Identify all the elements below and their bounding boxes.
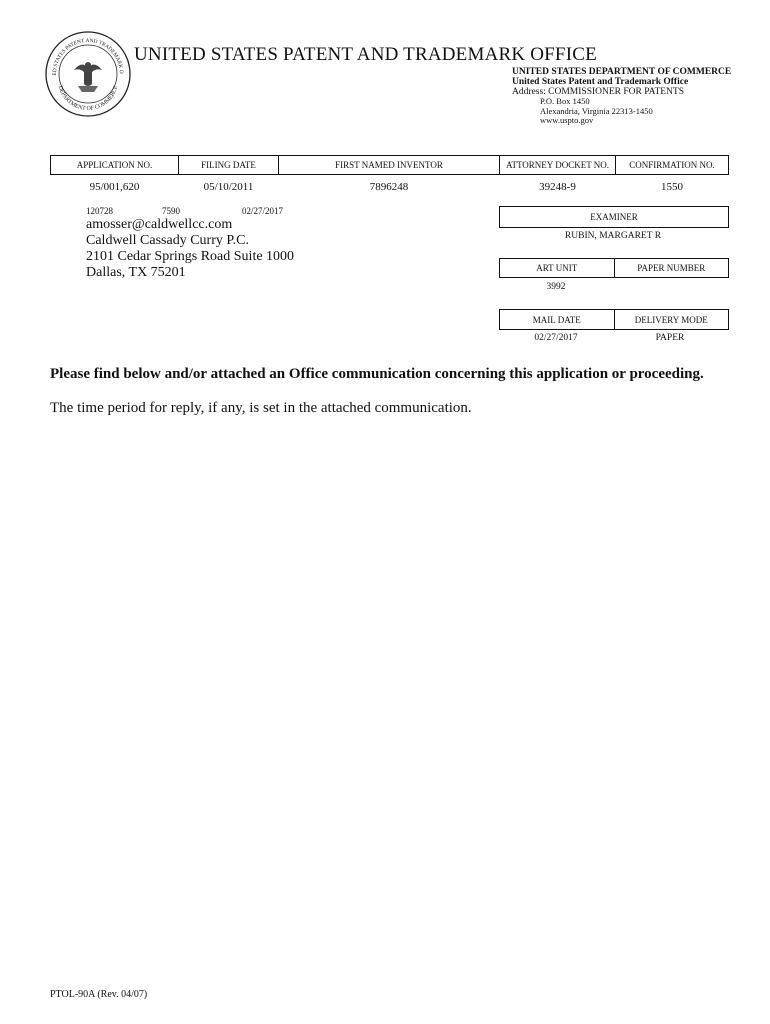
seal-icon: [44, 30, 132, 118]
email: amosser@caldwellcc.com: [86, 217, 233, 232]
application-no: 95/001,620: [89, 181, 140, 193]
delivery-mode: PAPER: [655, 333, 685, 343]
correspondence-date: 02/27/2017: [242, 206, 284, 216]
delivery-mode-label: DELIVERY MODE: [614, 310, 729, 329]
first-named-inventor: 7896248: [369, 181, 409, 193]
website: www.uspto.gov: [540, 115, 594, 125]
mail-box: [499, 309, 729, 330]
confirmation-no: 1550: [661, 181, 683, 193]
street-address: 2101 Cedar Springs Road Suite 1000: [86, 249, 295, 264]
office-title: [134, 44, 597, 66]
city-state-zip: Dallas, TX 75201: [86, 265, 186, 280]
department-line2: United States Patent and Trademark Office: [512, 77, 689, 87]
examiner-name: RUBIN, MARGARET R: [564, 231, 662, 241]
value-row: [51, 175, 729, 195]
art-unit-value: 3992: [546, 282, 566, 292]
mail-date: 02/27/2017: [534, 333, 578, 343]
paper-number-label: PAPER NUMBER: [614, 259, 729, 277]
department-block: [512, 67, 731, 126]
address-line1: COMMISSIONER FOR PATENTS: [548, 87, 685, 97]
filing-date: 05/10/2011: [203, 181, 254, 193]
examiner-box: [499, 206, 729, 228]
col-application-no: APPLICATION NO.: [51, 156, 179, 175]
header-row: [51, 156, 729, 175]
attorney-docket-no: 39248-9: [539, 181, 576, 193]
col-filing-date: FILING DATE: [179, 156, 279, 175]
uspto-seal: [44, 30, 132, 118]
mail-date-label: MAIL DATE: [532, 314, 581, 325]
office-communication-notice: Please find below and/or attached an Office communication concerning this application or proceeding.: [50, 366, 704, 382]
address-label: Address:: [512, 87, 546, 97]
office-title-text: UNITED STATES PATENT AND TRADEMARK OFFICE: [134, 44, 597, 65]
application-header-table: [50, 155, 729, 194]
col-attorney-docket-no: ATTORNEY DOCKET NO.: [500, 156, 616, 175]
address-line2: P.O. Box 1450: [540, 96, 590, 106]
reply-period-text: The time period for reply, if any, is set in the attached communication.: [50, 400, 472, 416]
svg-text:DEPARTMENT OF COMMERCE: DEPARTMENT OF COMMERCE: [56, 85, 120, 113]
correspondence-code: 7590: [162, 206, 180, 216]
firm-name: Caldwell Cassady Curry P.C.: [86, 233, 249, 248]
address-line3: Alexandria, Virginia 22313-1450: [540, 105, 653, 116]
customer-number: 120728: [86, 206, 113, 216]
form-number: PTOL-90A (Rev. 04/07): [50, 989, 148, 1000]
department-line1: UNITED STATES DEPARTMENT OF COMMERCE: [512, 67, 732, 77]
art-unit-label: ART UNIT: [536, 263, 578, 273]
col-first-named-inventor: FIRST NAMED INVENTOR: [279, 156, 500, 175]
art-unit-box: [499, 258, 729, 278]
examiner-label: EXAMINER: [590, 212, 638, 222]
correspondence-address: [86, 217, 294, 281]
svg-text:UNITED STATES PATENT AND TRADE: ED STATES PATENT AND TRADEMARK O: [51, 37, 125, 76]
col-confirmation-no: CONFIRMATION NO.: [616, 156, 729, 175]
